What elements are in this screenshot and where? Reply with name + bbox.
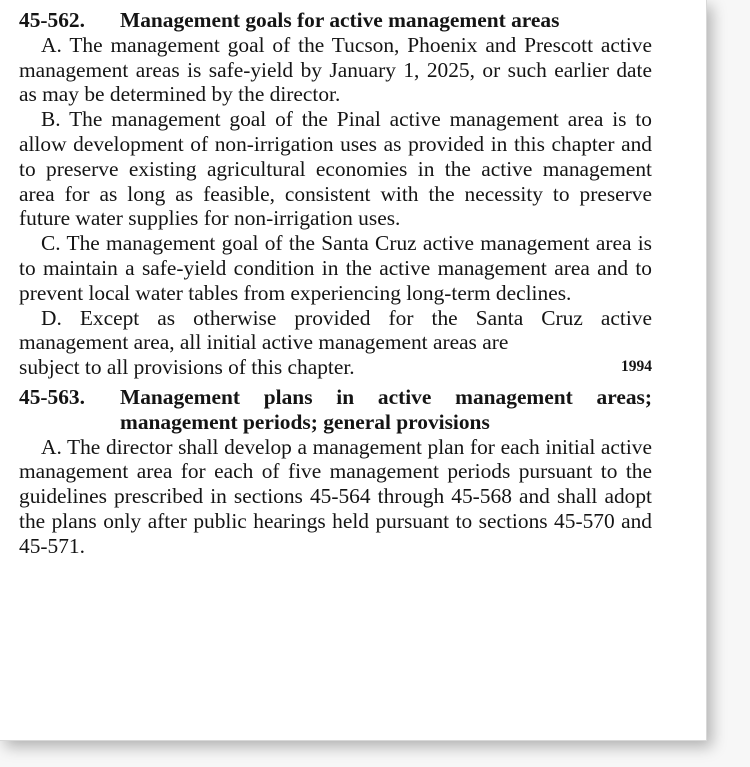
history-note: 1994 [621, 358, 652, 376]
paragraph-a: A. The management goal of the Tucson, Phoenix and Prescott active management areas is safe-yield by January 1, 2025, or such earlier date as may be determined by the director. [19, 32, 652, 107]
paragraph-d-end [19, 355, 652, 380]
paragraph-d-last-line: subject to all provisions of this chapter. [19, 355, 355, 380]
section-title: Management plans in active management areas; management periods; general provisions [120, 384, 652, 434]
section-heading [19, 385, 652, 435]
paragraph-a: A. The director shall develop a management plan for each initial active management area for each of five management periods pursuant to the guidelines prescribed in sections 45-564 through 45-568 and shall adopt the plans only after public hearings held pursuant to sections 45-570 and 45-571. [19, 434, 652, 558]
paragraph-c: C. The management goal of the Santa Cruz active management area is to maintain a safe-yield condition in the active management area and to prevent local water tables from experiencing long-term declines. [19, 231, 652, 305]
section-number: 45-563. [19, 384, 85, 409]
section-heading [19, 8, 652, 33]
section-45-562 [19, 8, 652, 380]
section-45-563 [19, 385, 652, 559]
paragraph-d: D. Except as otherwise provided for the Santa Cruz active management area, all initial active management areas are [19, 305, 652, 355]
paragraph-b: B. The management goal of the Pinal active management area is to allow development of non-irrigation uses as provided in this chapter and to preserve existing agricultural economies in the active management area for as long as feasible, consistent with the necessity to preserve future water supplies for non-irrigation uses. [19, 107, 652, 231]
section-title: Management goals for active management areas [120, 8, 560, 32]
document-content [19, 8, 652, 564]
section-number: 45-562. [19, 8, 85, 32]
